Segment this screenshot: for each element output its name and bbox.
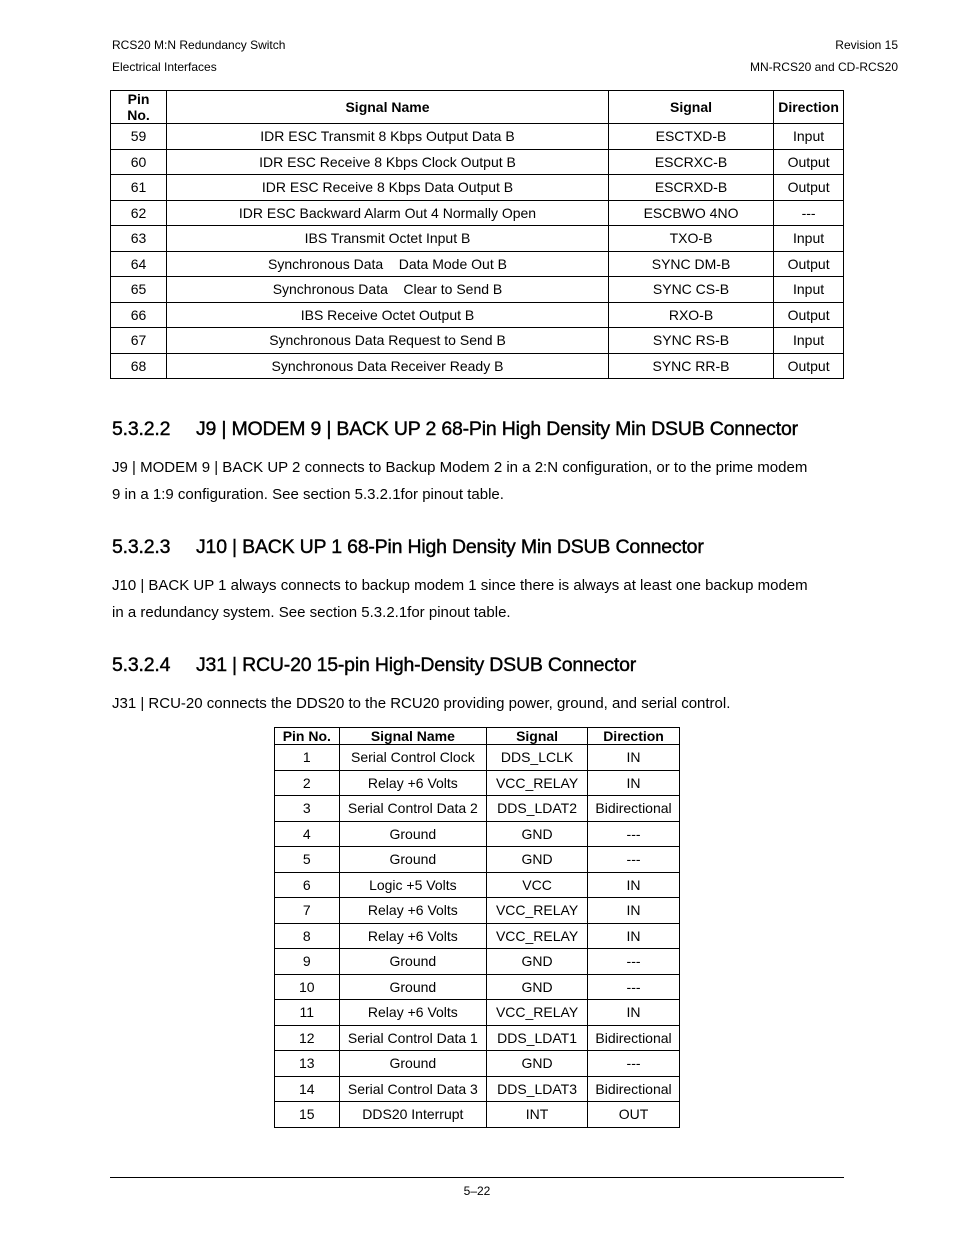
table-row (275, 974, 680, 1000)
section-title: J9 | MODEM 9 | BACK UP 2 68-Pin High Density Min DSUB Connector (196, 418, 798, 440)
paragraph-line: J10 | BACK UP 1 always connects to backup modem 1 since there is always at least one backup modem (112, 577, 808, 594)
cell-signal: SYNC DM-B (608, 251, 773, 277)
column-header-signal-name: Signal Name (339, 728, 486, 745)
section-number: 5.3.2.3 (112, 536, 171, 558)
cell-signal: INT (487, 1102, 588, 1128)
cell-direction: IN (588, 872, 680, 898)
paragraph-line: J31 | RCU-20 connects the DDS20 to the RCU20 providing power, ground, and serial control. (112, 695, 731, 712)
table-row (111, 175, 844, 201)
section-number: 5.3.2.2 (112, 418, 171, 440)
cell-signal-name: IBS Transmit Octet Input B (167, 226, 609, 252)
j31-pinout-table (274, 727, 680, 1128)
cell-signal: GND (487, 821, 588, 847)
cell-direction: Output (774, 149, 844, 175)
table-row (111, 200, 844, 226)
cell-signal-name: Ground (339, 1051, 486, 1077)
header-revision: Revision 15 (835, 38, 898, 52)
cell-signal-name: Synchronous Data Data Mode Out B (167, 251, 609, 277)
cell-pin-no: 8 (275, 923, 340, 949)
cell-signal-name: DDS20 Interrupt (339, 1102, 486, 1128)
cell-direction: Output (774, 251, 844, 277)
cell-signal-name: Synchronous Data Clear to Send B (167, 277, 609, 303)
cell-signal: DDS_LDAT3 (487, 1076, 588, 1102)
cell-direction: Output (774, 353, 844, 379)
cell-direction: IN (588, 1000, 680, 1026)
cell-signal-name: Relay +6 Volts (339, 770, 486, 796)
cell-signal: RXO-B (608, 302, 773, 328)
section-title: J10 | BACK UP 1 68-Pin High Density Min DSUB Connector (196, 536, 704, 558)
table-row (275, 745, 680, 771)
section-paragraph (112, 691, 842, 718)
cell-signal: TXO-B (608, 226, 773, 252)
cell-signal: DDS_LCLK (487, 745, 588, 771)
cell-pin-no: 62 (111, 200, 167, 226)
paragraph-line: J9 | MODEM 9 | BACK UP 2 connects to Backup Modem 2 in a 2:N configuration, or to the prime modem (112, 459, 808, 476)
column-header-pin-no: Pin No. (275, 728, 340, 745)
table-row (111, 277, 844, 303)
table-row (275, 872, 680, 898)
cell-direction: Input (774, 226, 844, 252)
cell-signal: VCC_RELAY (487, 770, 588, 796)
cell-signal-name: Serial Control Clock (339, 745, 486, 771)
cell-signal-name: IDR ESC Receive 8 Kbps Data Output B (167, 175, 609, 201)
header-chapter-title: Electrical Interfaces (112, 60, 217, 74)
cell-pin-no: 12 (275, 1025, 340, 1051)
column-header-direction: Direction (774, 91, 844, 124)
table-row (111, 124, 844, 150)
cell-signal-name: Serial Control Data 1 (339, 1025, 486, 1051)
cell-direction: IN (588, 770, 680, 796)
cell-pin-no: 1 (275, 745, 340, 771)
section-heading (112, 536, 704, 559)
cell-signal: ESCBWO 4NO (608, 200, 773, 226)
table-row (275, 1051, 680, 1077)
cell-direction: IN (588, 745, 680, 771)
table-row (111, 328, 844, 354)
cell-direction: Bidirectional (588, 796, 680, 822)
cell-signal-name: IDR ESC Transmit 8 Kbps Output Data B (167, 124, 609, 150)
table-row (275, 1102, 680, 1128)
cell-signal: DDS_LDAT1 (487, 1025, 588, 1051)
table-row (275, 1025, 680, 1051)
cell-signal-name: Logic +5 Volts (339, 872, 486, 898)
footer-divider (110, 1177, 844, 1178)
cell-signal-name: Relay +6 Volts (339, 923, 486, 949)
header-document-title: RCS20 M:N Redundancy Switch (112, 38, 286, 52)
cell-signal: DDS_LDAT2 (487, 796, 588, 822)
cell-pin-no: 65 (111, 277, 167, 303)
cell-signal: SYNC CS-B (608, 277, 773, 303)
cell-pin-no: 3 (275, 796, 340, 822)
section-title: J31 | RCU-20 15-pin High-Density DSUB Connector (196, 654, 637, 676)
table-row (275, 770, 680, 796)
section-heading (112, 654, 636, 677)
cell-direction: Bidirectional (588, 1025, 680, 1051)
cell-signal: VCC_RELAY (487, 923, 588, 949)
cell-signal-name: Relay +6 Volts (339, 898, 486, 924)
table-row (111, 302, 844, 328)
cell-signal-name: Ground (339, 974, 486, 1000)
table-row (111, 226, 844, 252)
table-row (111, 149, 844, 175)
cell-signal-name: Ground (339, 821, 486, 847)
cell-pin-no: 13 (275, 1051, 340, 1077)
cell-direction: IN (588, 923, 680, 949)
table-row (275, 898, 680, 924)
column-header-direction: Direction (588, 728, 680, 745)
cell-signal: VCC_RELAY (487, 898, 588, 924)
cell-pin-no: 6 (275, 872, 340, 898)
cell-signal: ESCRXC-B (608, 149, 773, 175)
cell-pin-no: 60 (111, 149, 167, 175)
cell-pin-no: 68 (111, 353, 167, 379)
column-header-signal: Signal (608, 91, 773, 124)
cell-direction: OUT (588, 1102, 680, 1128)
cell-direction: Output (774, 302, 844, 328)
cell-pin-no: 2 (275, 770, 340, 796)
table-row (275, 949, 680, 975)
table-row (275, 1000, 680, 1026)
cell-pin-no: 10 (275, 974, 340, 1000)
pinout-table-continued (110, 90, 844, 379)
cell-signal-name: Relay +6 Volts (339, 1000, 486, 1026)
table-row (275, 847, 680, 873)
table-header-row (275, 728, 680, 745)
cell-pin-no: 66 (111, 302, 167, 328)
page-number: 5–22 (463, 1184, 491, 1198)
cell-signal: GND (487, 1051, 588, 1077)
section-paragraph (112, 573, 842, 626)
cell-direction: Input (774, 277, 844, 303)
cell-direction: --- (588, 1051, 680, 1077)
table-row (111, 251, 844, 277)
cell-signal-name: Synchronous Data Request to Send B (167, 328, 609, 354)
cell-direction: Bidirectional (588, 1076, 680, 1102)
cell-signal-name: IDR ESC Receive 8 Kbps Clock Output B (167, 149, 609, 175)
cell-signal: SYNC RS-B (608, 328, 773, 354)
cell-pin-no: 61 (111, 175, 167, 201)
cell-direction: Input (774, 124, 844, 150)
cell-pin-no: 11 (275, 1000, 340, 1026)
table-row (275, 1076, 680, 1102)
cell-direction: --- (588, 974, 680, 1000)
paragraph-line: 9 in a 1:9 configuration. See section 5.3.2.1for pinout table. (112, 485, 504, 503)
cell-signal: VCC_RELAY (487, 1000, 588, 1026)
cell-signal-name: IBS Receive Octet Output B (167, 302, 609, 328)
table-row (275, 821, 680, 847)
cell-pin-no: 14 (275, 1076, 340, 1102)
section-heading (112, 418, 798, 441)
table-row (275, 796, 680, 822)
cell-pin-no: 5 (275, 847, 340, 873)
table-header-row (111, 91, 844, 124)
cell-signal: VCC (487, 872, 588, 898)
section-paragraph (112, 455, 842, 508)
cell-signal: ESCRXD-B (608, 175, 773, 201)
cell-direction: --- (588, 949, 680, 975)
cell-signal: GND (487, 949, 588, 975)
cell-direction: --- (774, 200, 844, 226)
cell-signal-name: Serial Control Data 2 (339, 796, 486, 822)
cell-pin-no: 7 (275, 898, 340, 924)
cell-signal: ESCTXD-B (608, 124, 773, 150)
cell-signal: SYNC RR-B (608, 353, 773, 379)
cell-pin-no: 59 (111, 124, 167, 150)
section-number: 5.3.2.4 (112, 654, 171, 676)
cell-signal: GND (487, 974, 588, 1000)
cell-signal-name: Serial Control Data 3 (339, 1076, 486, 1102)
cell-direction: Input (774, 328, 844, 354)
cell-direction: Output (774, 175, 844, 201)
column-header-pin-no: Pin No. (111, 91, 167, 124)
cell-pin-no: 64 (111, 251, 167, 277)
cell-signal: GND (487, 847, 588, 873)
cell-signal-name: Synchronous Data Receiver Ready B (167, 353, 609, 379)
cell-direction: IN (588, 898, 680, 924)
column-header-signal-name: Signal Name (167, 91, 609, 124)
cell-pin-no: 67 (111, 328, 167, 354)
cell-direction: --- (588, 847, 680, 873)
header-document-number: MN-RCS20 and CD-RCS20 (749, 60, 898, 74)
cell-signal-name: IDR ESC Backward Alarm Out 4 Normally Open (167, 200, 609, 226)
cell-pin-no: 63 (111, 226, 167, 252)
cell-pin-no: 15 (275, 1102, 340, 1128)
cell-direction: --- (588, 821, 680, 847)
table-row (111, 353, 844, 379)
table-row (275, 923, 680, 949)
cell-pin-no: 4 (275, 821, 340, 847)
cell-signal-name: Ground (339, 847, 486, 873)
cell-signal-name: Ground (339, 949, 486, 975)
paragraph-line: in a redundancy system. See section 5.3.2.1for pinout table. (112, 603, 511, 621)
column-header-signal: Signal (487, 728, 588, 745)
cell-pin-no: 9 (275, 949, 340, 975)
